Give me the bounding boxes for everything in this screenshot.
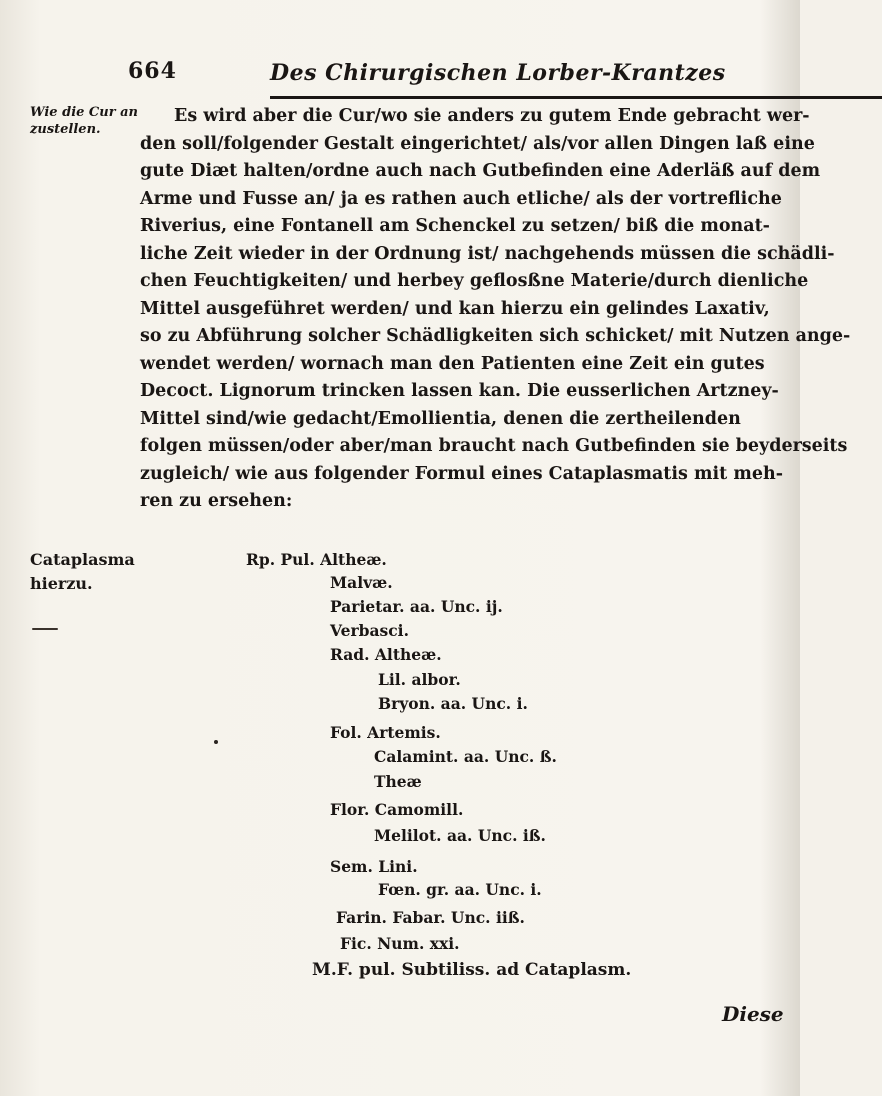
margin-dash (32, 628, 58, 630)
body-line: den soll/folgender Gestalt eingerichtet/ als/vor allen Dingen laß eine (140, 133, 815, 154)
recipe-line: Theæ (374, 772, 422, 791)
body-line: wendet werden/ wornach man den Patienten eine Zeit ein gutes (140, 353, 765, 374)
body-line: Riverius, eine Fontanell am Schenckel zu setzen/ biß die monat- (140, 216, 770, 236)
body-line: Arme und Fusse an/ ja es rathen auch etliche/ als der vortrefliche (140, 188, 782, 209)
recipe-line: Fol. Artemis. (330, 723, 441, 742)
body-line: gute Diæt halten/ordne auch nach Gutbefinden eine Aderläß auf dem (140, 161, 821, 181)
body-line: Mittel sind/wie gedacht/Emollientia, denen die zertheilenden (140, 408, 741, 429)
recipe-line: Sem. Lini. (330, 857, 418, 876)
body-line: Mittel ausgeführet werden/ und kan hierzu ein gelindes Laxativ, (140, 298, 770, 319)
recipe-line: Malvæ. (330, 573, 393, 592)
page-number: 664 (128, 58, 177, 84)
ink-dot (214, 740, 218, 744)
running-title: Des Chirurgischen Lorber-Krantzes (270, 60, 726, 86)
recipe-line: Flor. Camomill. (330, 800, 464, 819)
body-line: chen Feuchtigkeiten/ und herbey geflosßne Materie/durch dienliche (140, 271, 809, 291)
margin-note-cure: Wie die Cur an zustellen. (30, 105, 138, 137)
running-head (120, 52, 760, 94)
body-paragraph (140, 103, 851, 516)
recipe-line: M.F. pul. Subtiliss. ad Cataplasm. (312, 960, 632, 980)
body-line: ren zu ersehen: (140, 491, 293, 511)
recipe-line: Melilot. aa. Unc. iß. (374, 826, 546, 845)
margin-note-cataplasma: Cataplasma hierzu. (30, 550, 135, 593)
body-line: Decoct. Lignorum trincken lassen kan. Die eusserlichen Artzney- (140, 381, 779, 401)
body-line: liche Zeit wieder in der Ordnung ist/ nachgehends müssen die schädli- (140, 243, 835, 264)
recipe-line: Verbasci. (330, 621, 409, 640)
recipe-line: Bryon. aa. Unc. i. (378, 694, 528, 713)
header-rule (270, 96, 882, 99)
recipe-line: Calamint. aa. Unc. ß. (374, 747, 557, 766)
recipe-line: Farin. Fabar. Unc. iiß. (336, 908, 525, 927)
body-line: so zu Abführung solcher Schädligkeiten sich schicket/ mit Nutzen ange- (140, 326, 851, 346)
recipe-line: Rp. Pul. Altheæ. (246, 550, 387, 569)
recipe-line: Lil. albor. (378, 670, 461, 689)
body-line: folgen müssen/oder aber/man braucht nach Gutbefinden sie beyderseits (140, 436, 848, 456)
recipe-line: Fic. Num. xxi. (340, 934, 460, 953)
body-line: zugleich/ wie aus folgender Formul eines Cataplasmatis mit meh- (140, 463, 783, 484)
recipe-line: Rad. Altheæ. (330, 645, 442, 664)
catchword: Diese (722, 1002, 784, 1026)
recipe-line: Fœn. gr. aa. Unc. i. (378, 880, 542, 899)
body-line: Es wird aber die Cur/wo sie anders zu gutem Ende gebracht wer- (174, 106, 810, 126)
recipe-line: Parietar. aa. Unc. ij. (330, 597, 503, 616)
